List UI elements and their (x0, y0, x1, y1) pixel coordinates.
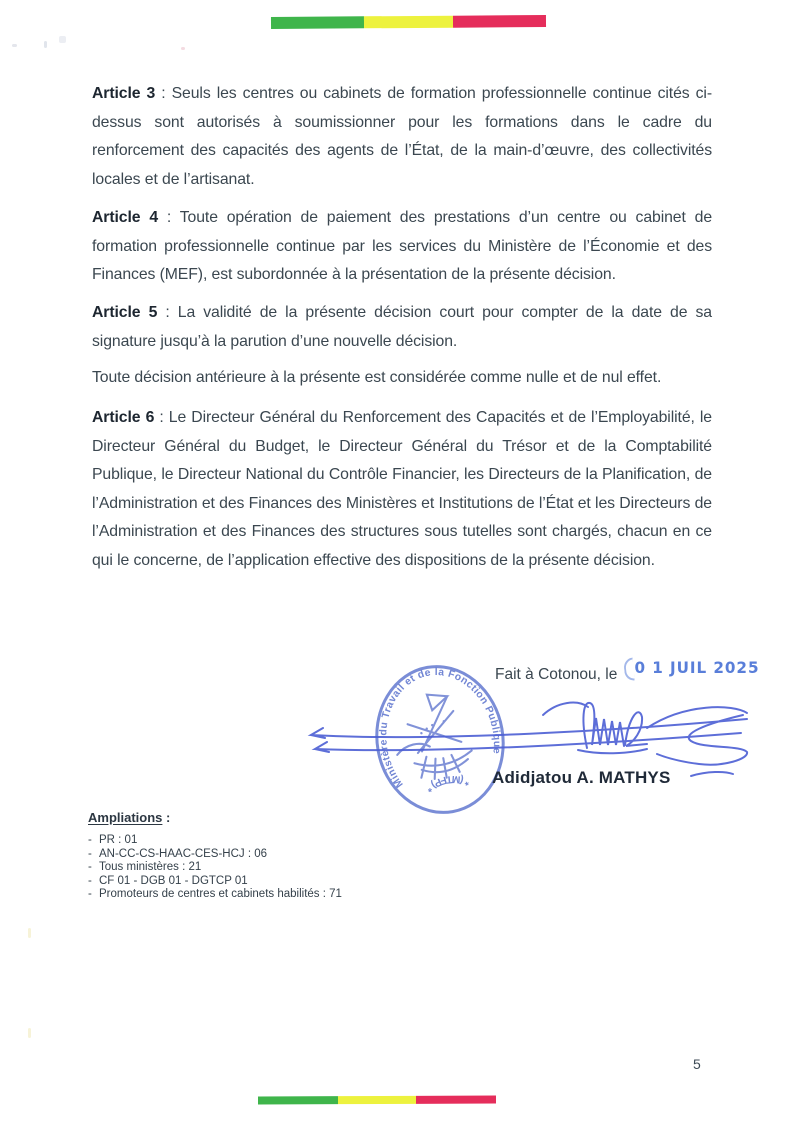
flag-stripe-yellow (364, 16, 453, 29)
ampliation-item (88, 888, 342, 902)
ampliation-item (88, 834, 342, 848)
flag-stripe-green (258, 1096, 338, 1104)
scan-artifact (12, 44, 17, 47)
flag-stripe-red (453, 15, 546, 28)
scan-artifact (44, 41, 47, 48)
ampliations-heading-colon: : (162, 810, 171, 825)
flag-stripe-yellow (338, 1096, 416, 1104)
article-5-paragraph (92, 299, 712, 356)
article-text: Toute opération de paiement des prestations d’un centre ou cabinet de formation professionnelle continue par les services du Ministère de l’Économie et des Finances (MEF), est subordonnée à la présentation de la présente décision. (92, 209, 713, 283)
scan-artifact (59, 36, 66, 43)
date-stamp-text: 0 1 JUIL 2025 (634, 658, 760, 677)
scan-artifact (181, 47, 185, 50)
scan-artifact (28, 928, 31, 938)
article-separator: : (158, 209, 180, 226)
date-stamp-edge-mark (623, 658, 635, 682)
ampliation-item-text: AN-CC-CS-HAAC-CES-HCJ : 06 (99, 847, 268, 860)
ampliation-item-text: PR : 01 (99, 834, 138, 846)
article-6-paragraph (92, 404, 712, 575)
article-4-paragraph (92, 204, 712, 290)
page-number: 5 (693, 1056, 701, 1072)
stamp-ring-text: Ministère du Travail et de la Fonction Publique (378, 667, 502, 790)
ampliations-heading (88, 810, 342, 825)
flag-stripe-red (416, 1095, 496, 1103)
article-3-paragraph (92, 80, 712, 194)
article-separator: : (154, 409, 169, 426)
flag-stripe-green (271, 16, 364, 29)
article-text: Le Directeur Général du Renforcement des Capacités et de l’Employabilité, le Directeur Général du Budget, le Directeur Général du Trésor et de la Comptabilité Publique, le Directeur National du Contrôle Financier, les Directeurs de la Planification, de l’Administration et des Finances des Ministères et Institutions de l’État et les Directeurs de l’Administration et des Finances des structures sous tutelles sont chargés, chacun en ce qui le concerne, de l’application effective des dispositions de la présente décision. (92, 409, 712, 569)
list-dash: - (88, 861, 92, 873)
scan-artifact (28, 1028, 31, 1038)
list-dash: - (88, 834, 92, 846)
closing-block (495, 656, 767, 684)
ampliation-item-text: CF 01 - DGB 01 - DGTCP 01 (99, 874, 248, 887)
article-text: La validité de la présente décision court pour compter de la date de sa signature jusqu’à la parution d’une nouvelle décision. (92, 304, 712, 350)
ampliation-item-text: Tous ministères : 21 (99, 861, 202, 873)
ampliation-item (88, 861, 342, 875)
ampliations-block (88, 810, 342, 902)
list-dash: - (88, 888, 92, 900)
place-date-text: Fait à Cotonou, le (495, 666, 618, 683)
article-label: Article 5 (92, 304, 158, 321)
stamp-bottom-text: * (MTFP) * (423, 772, 472, 794)
ampliation-item (88, 875, 342, 889)
ampliations-list (88, 834, 342, 902)
list-dash: - (88, 847, 92, 860)
flag-bar-bottom (258, 1095, 496, 1104)
date-stamp (624, 656, 759, 679)
flag-bar-top (271, 15, 546, 29)
signer-name: Adidjatou A. MATHYS (492, 768, 671, 787)
ampliations-heading-text: Ampliations (88, 810, 163, 825)
list-dash: - (88, 874, 92, 887)
article-label: Article 4 (92, 209, 159, 226)
paragraph-text: Toute décision antérieure à la présente est considérée comme nulle et de nul effet. (92, 369, 662, 386)
article-label: Article 3 (92, 85, 156, 102)
article-label: Article 6 (92, 409, 155, 426)
article-text: Seuls les centres ou cabinets de formation professionnelle continue cités ci-dessus sont autorisés à soumissionner pour les formations dans le cadre du renforcement des capacités des agents de l’État, de la main-d’œuvre, des collectivités locales et de l’artisanat. (92, 85, 712, 188)
ampliation-item-text: Promoteurs de centres et cabinets habilités : 71 (99, 888, 342, 900)
ampliation-item (88, 848, 342, 862)
article-separator: : (157, 304, 178, 321)
article-separator: : (155, 85, 172, 102)
abrogation-paragraph (92, 364, 712, 393)
